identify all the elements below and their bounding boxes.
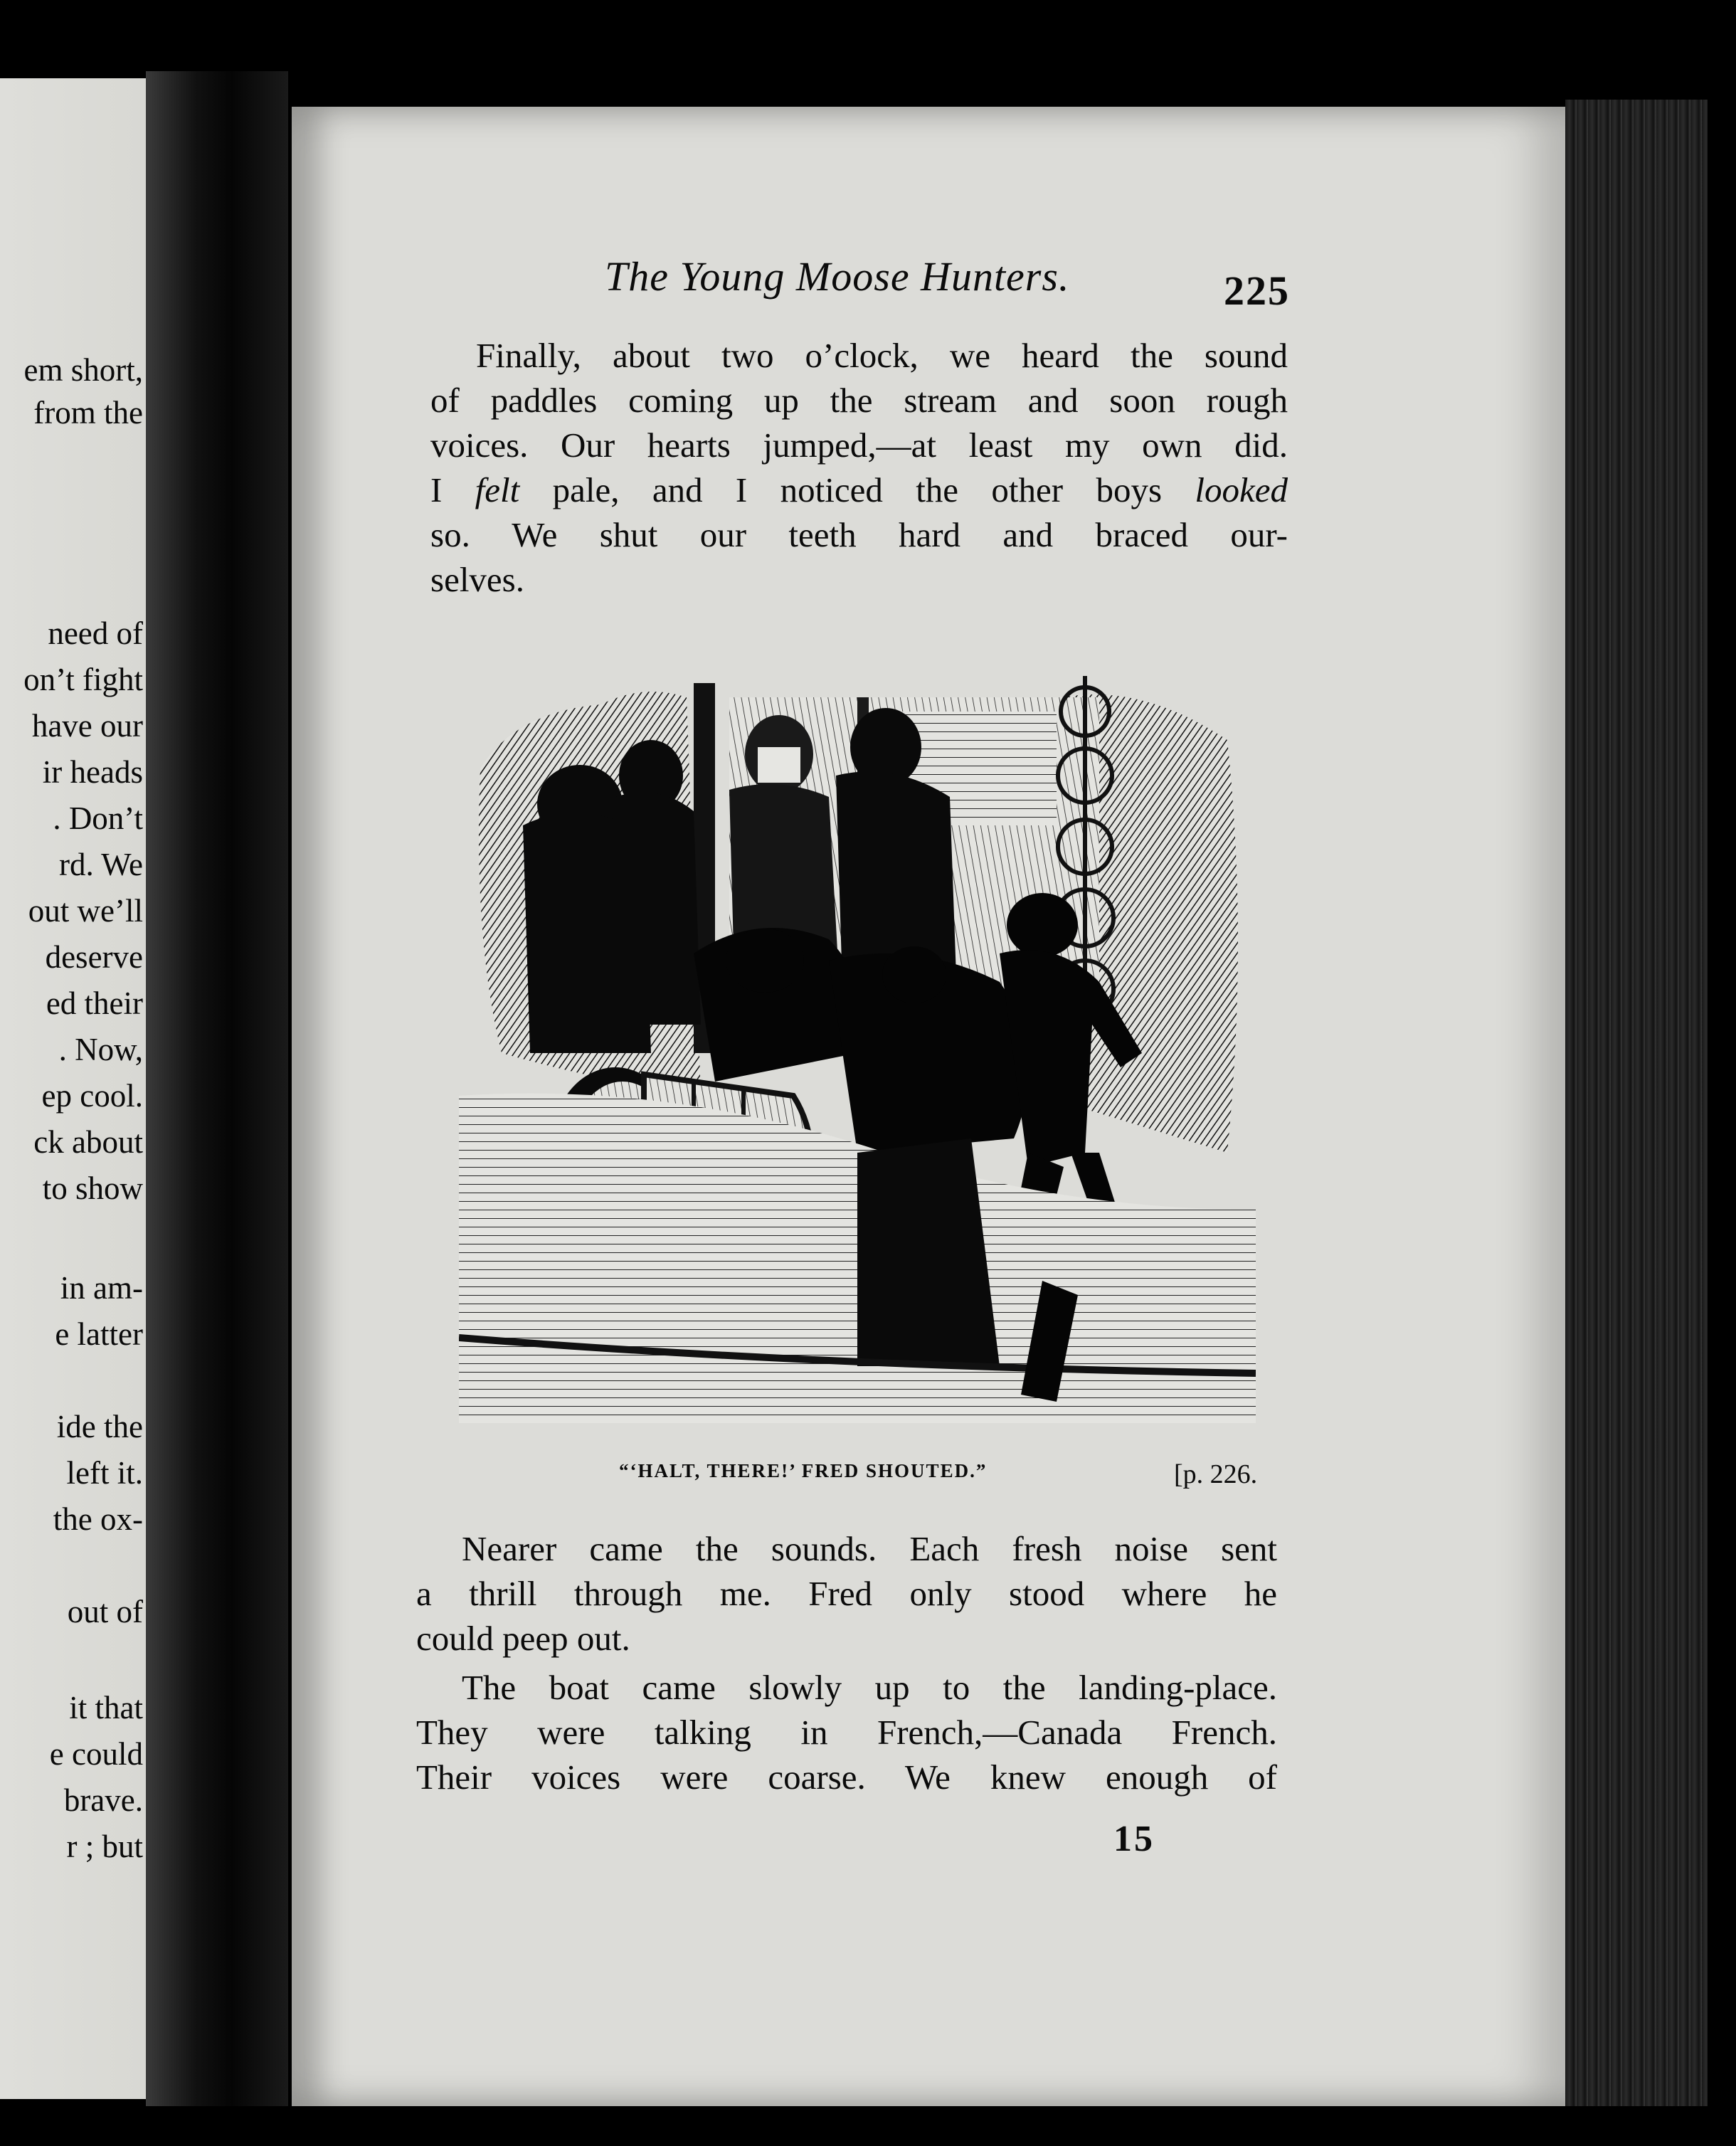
- paragraph-2: [416, 1526, 1277, 1661]
- text-line: so. We shut our teeth hard and braced our-: [430, 515, 1288, 554]
- left-line: ir heads: [42, 754, 143, 790]
- left-line: ep cool.: [41, 1078, 143, 1114]
- left-line: e latter: [55, 1316, 143, 1352]
- text-line: a thrill through me. Fred only stood where he: [416, 1574, 1277, 1613]
- left-line: in am-: [60, 1270, 143, 1306]
- text-line: Nearer came the sounds. Each fresh noise sent: [462, 1529, 1277, 1568]
- text-line: voices. Our hearts jumped,—at least my own did.: [430, 426, 1288, 465]
- shadow: [857, 1138, 1000, 1366]
- text-line: The boat came slowly up to the landing-place.: [462, 1668, 1277, 1707]
- left-line: ide the: [56, 1409, 143, 1444]
- text-line: selves.: [430, 560, 524, 599]
- left-line: em short,: [23, 352, 143, 388]
- left-line: have our: [31, 708, 143, 744]
- paragraph-1: [430, 333, 1288, 602]
- illustration-caption: “‘HALT, THERE!’ FRED SHOUTED.”: [619, 1460, 988, 1481]
- text-line: could peep out.: [416, 1619, 630, 1658]
- left-line: e could: [49, 1736, 143, 1772]
- left-line: rd. We: [58, 847, 143, 882]
- left-line: . Don’t: [53, 800, 143, 836]
- left-line: the ox-: [53, 1501, 143, 1537]
- plate-reference: [p. 226.: [1174, 1459, 1258, 1489]
- text-span: I: [430, 470, 475, 509]
- text-line: They were talking in French,—Canada French.: [416, 1713, 1277, 1752]
- page-number: 225: [1224, 268, 1290, 314]
- left-page-text: [0, 78, 146, 2099]
- left-line: ck about: [33, 1124, 143, 1160]
- left-line: it that: [69, 1690, 143, 1725]
- left-line: need of: [48, 615, 143, 651]
- left-line: brave.: [63, 1782, 143, 1818]
- page-edges: [1565, 100, 1708, 2106]
- left-line: r ; but: [66, 1829, 143, 1864]
- paragraph-3: [416, 1665, 1277, 1799]
- left-line: left it.: [66, 1455, 143, 1491]
- book-gutter: [146, 71, 288, 2106]
- left-line: out of: [67, 1594, 143, 1629]
- running-head: The Young Moose Hunters.: [605, 253, 1070, 300]
- text-line: [430, 467, 1288, 512]
- left-line: deserve: [45, 939, 143, 975]
- left-line: out we’ll: [28, 893, 143, 929]
- left-line: ed their: [46, 985, 143, 1021]
- engraving-illustration: [459, 655, 1256, 1423]
- italic-text: felt: [475, 470, 520, 509]
- italic-text: looked: [1195, 470, 1288, 509]
- text-line: of paddles coming up the stream and soon rough: [430, 381, 1288, 420]
- left-line: . Now,: [58, 1032, 143, 1067]
- signature-mark: 15: [1113, 1819, 1155, 1859]
- left-line: from the: [33, 395, 143, 430]
- text-line: Finally, about two o’clock, we heard the sound: [476, 336, 1288, 375]
- text-line: Their voices were coarse. We knew enough of: [416, 1758, 1277, 1797]
- text-span: pale, and I noticed the other boys: [519, 470, 1195, 509]
- left-line: on’t fight: [23, 662, 143, 697]
- left-line: to show: [42, 1170, 143, 1206]
